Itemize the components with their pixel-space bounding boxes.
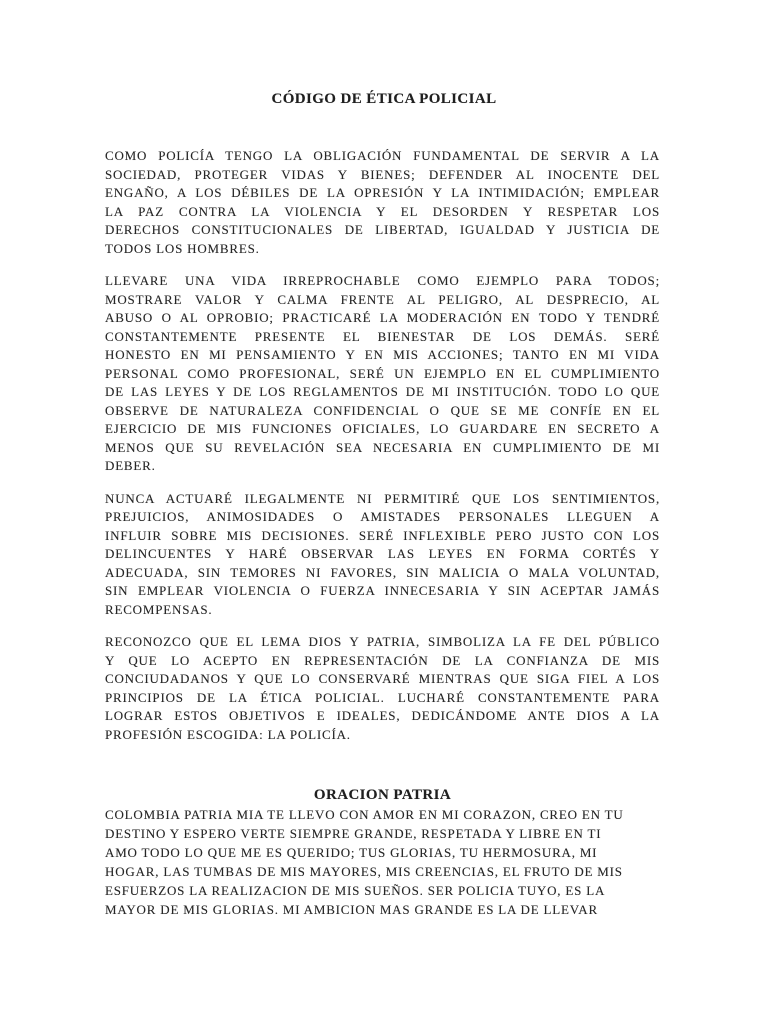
text-line: HONESTO EN MI PENSAMIENTO Y EN MIS ACCIONES; TANTO EN MI VIDA [105,347,660,362]
text-line: CONCIUDADANOS Y QUE LO CONSERVARÉ MIENTRAS QUE SIGA FIEL A LOS [105,671,660,686]
text-line: PROFESIÓN ESCOGIDA: LA POLICÍA. [105,726,351,742]
text-line: MOSTRARE VALOR Y CALMA FRENTE AL PELIGRO, AL DESPRECIO, AL [105,291,660,307]
text-line: SIN EMPLEAR VIOLENCIA O FUERZA INNECESARIA Y SIN ACEPTAR JAMÁS [105,583,660,598]
oracion-patria-paragraph [105,805,660,919]
code-paragraph-4 [105,633,660,744]
code-paragraph-3 [105,490,660,620]
text-line: EJERCICIO DE MIS FUNCIONES OFICIALES, LO GUARDARE EN SECRETO A [105,421,660,436]
text-line: ESFUERZOS LA REALIZACION DE MIS SUEÑOS. SER POLICIA TUYO, ES LA [105,883,606,898]
text-line: RECONOZCO QUE EL LEMA DIOS Y PATRIA, SIMBOLIZA LA FE DEL PÚBLICO [105,634,660,649]
code-paragraph-1 [105,147,660,258]
text-line: DELINCUENTES Y HARÉ OBSERVAR LAS LEYES EN FORMA CORTÉS Y [105,546,660,561]
text-line: CONSTANTEMENTE PRESENTE EL BIENESTAR DE LOS DEMÁS. SERÉ [105,328,660,344]
text-line: PREJUICIOS, ANIMOSIDADES O AMISTADES PERSONALES LLEGUEN A [105,509,660,524]
text-line: PRINCIPIOS DE LA ÉTICA POLICIAL. LUCHARÉ CONSTANTEMENTE PARA [105,689,660,705]
text-line: OBSERVE DE NATURALEZA CONFIDENCIAL O QUE SE ME CONFÍE EN EL [105,402,660,418]
text-line: LOGRAR ESTOS OBJETIVOS E IDEALES, DEDICÁNDOME ANTE DIOS A LA [105,708,660,723]
text-line: ENGAÑO, A LOS DÉBILES DE LA OPRESIÓN Y LA INTIMIDACIÓN; EMPLEAR [105,185,660,200]
text-line: ADECUADA, SIN TEMORES NI FAVORES, SIN MALICIA O MALA VOLUNTAD, [105,564,660,580]
oracion-patria-heading: ORACION PATRIA [313,787,452,803]
text-line: SOCIEDAD, PROTEGER VIDAS Y BIENES; DEFENDER AL INOCENTE DEL [105,166,660,182]
text-line: COLOMBIA PATRIA MIA TE LLEVO CON AMOR EN MI CORAZON, CREO EN TU [105,807,624,822]
text-line: HOGAR, LAS TUMBAS DE MIS MAYORES, MIS CREENCIAS, EL FRUTO DE MIS [105,864,623,879]
text-line: TODOS LOS HOMBRES. [105,240,260,256]
document-body [105,147,660,919]
text-line: DE LAS LEYES Y DE LOS REGLAMENTOS DE MI INSTITUCIÓN. TODO LO QUE [105,384,660,399]
text-line: Y QUE LO ACEPTO EN REPRESENTACIÓN DE LA CONFIANZA DE MIS [105,652,660,668]
text-line: PERSONAL COMO PROFESIONAL, SERÉ UN EJEMPLO EN EL CUMPLIMIENTO [105,365,660,381]
text-line: DEBER. [105,458,156,473]
text-line: LA PAZ CONTRA LA VIOLENCIA Y EL DESORDEN Y RESPETAR LOS [105,203,660,219]
text-line: DERECHOS CONSTITUCIONALES DE LIBERTAD, IGUALDAD Y JUSTICIA DE [105,222,660,237]
text-line: MAYOR DE MIS GLORIAS. MI AMBICION MAS GRANDE ES LA DE LLEVAR [105,902,598,917]
text-line: LLEVARE UNA VIDA IRREPROCHABLE COMO EJEMPLO PARA TODOS; [105,273,660,288]
text-line: RECOMPENSAS. [105,601,213,617]
text-line: NUNCA ACTUARÉ ILEGALMENTE NI PERMITIRÉ QUE LOS SENTIMIENTOS, [105,490,660,506]
text-line: MENOS QUE SU REVELACIÓN SEA NECESARIA EN CUMPLIMIENTO DE MI [105,439,660,455]
text-line: INFLUIR SOBRE MIS DECISIONES. SERÉ INFLEXIBLE PERO JUSTO CON LOS [105,527,660,543]
text-line: ABUSO O AL OPROBIO; PRACTICARÉ LA MODERACIÓN EN TODO Y TENDRÉ [105,310,660,325]
code-paragraph-2 [105,272,660,476]
text-line: DESTINO Y ESPERO VERTE SIEMPRE GRANDE, RESPETADA Y LIBRE EN TI [105,826,602,841]
document-title: CÓDIGO DE ÉTICA POLICIAL [271,91,497,107]
text-line: AMO TODO LO QUE ME ES QUERIDO; TUS GLORIAS, TU HERMOSURA, MI [105,845,598,860]
text-line: COMO POLICÍA TENGO LA OBLIGACIÓN FUNDAMENTAL DE SERVIR A LA [105,148,660,163]
